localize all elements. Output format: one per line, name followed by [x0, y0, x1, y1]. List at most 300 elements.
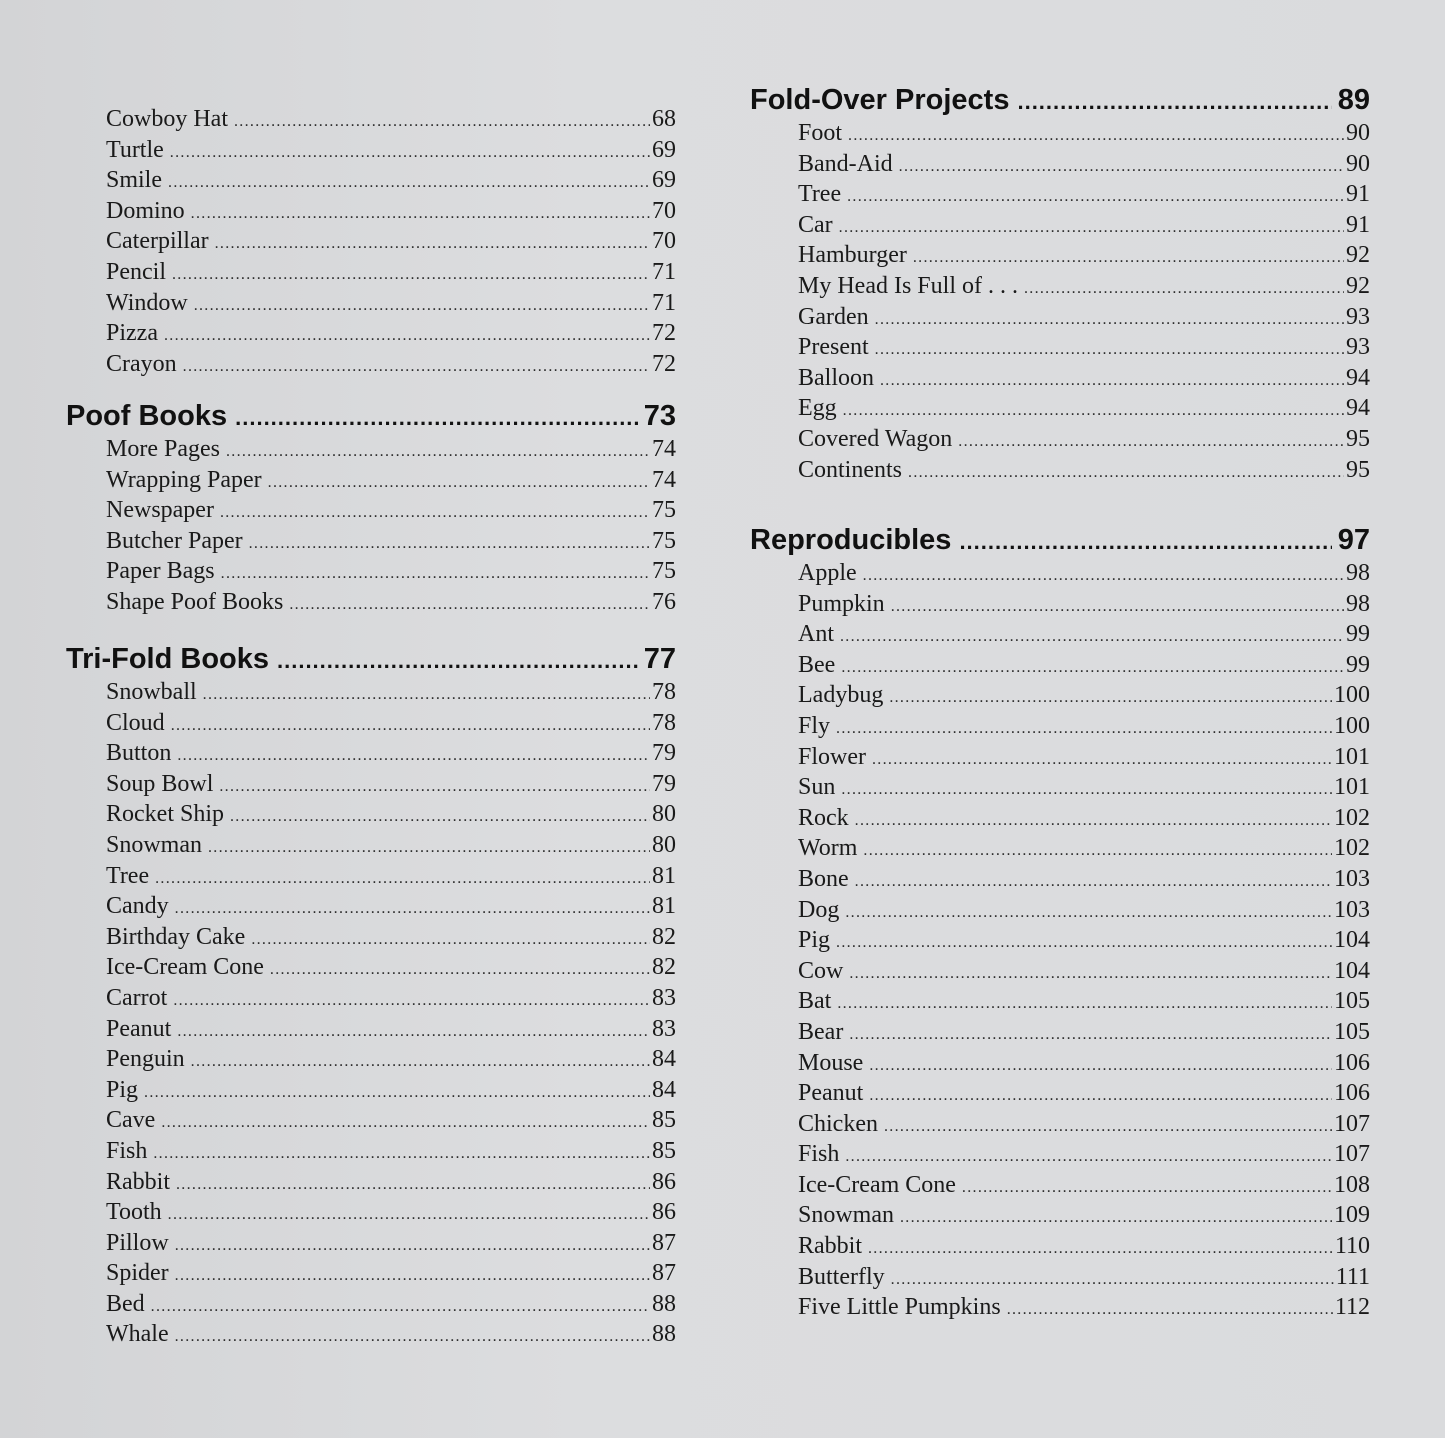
dot-leader: [959, 524, 1331, 560]
toc-entry[interactable]: [798, 1109, 1370, 1140]
section-heading[interactable]: [750, 82, 1370, 118]
dot-leader: [841, 653, 1344, 684]
dot-leader: [869, 1051, 1332, 1082]
toc-entry[interactable]: [106, 708, 676, 739]
entry-page-number: 110: [1334, 1233, 1370, 1260]
toc-entry[interactable]: [798, 742, 1370, 773]
section-entries: [66, 434, 676, 618]
entry-title: Pizza: [106, 320, 158, 347]
dot-leader: [872, 745, 1332, 776]
entry-page-number: 81: [652, 893, 676, 920]
dot-leader: [175, 1322, 650, 1353]
entry-title: Pillow: [106, 1229, 169, 1256]
entry-page-number: 72: [652, 320, 676, 347]
entry-title: Penguin: [106, 1046, 185, 1073]
entry-title: Fish: [106, 1137, 148, 1164]
dot-leader: [194, 291, 650, 322]
toc-entry[interactable]: [106, 1289, 676, 1320]
entry-page-number: 104: [1334, 957, 1370, 984]
entry-page-number: 84: [652, 1046, 676, 1073]
dot-leader: [177, 1017, 650, 1048]
dot-leader: [837, 989, 1332, 1020]
toc-entry[interactable]: [798, 1292, 1370, 1323]
dot-leader: [891, 592, 1344, 623]
entry-title: Pencil: [106, 258, 166, 285]
toc-section-fold-over-projects: [750, 82, 1370, 485]
dot-leader: [900, 1203, 1332, 1234]
dot-leader: [889, 683, 1332, 714]
toc-entry[interactable]: [106, 434, 676, 465]
toc-entry[interactable]: [798, 619, 1370, 650]
dot-leader: [176, 1170, 650, 1201]
entry-page-number: 108: [1334, 1171, 1370, 1198]
entry-page-number: 94: [1346, 395, 1370, 422]
dot-leader: [289, 590, 650, 621]
entry-page-number: 98: [1346, 590, 1370, 617]
entry-title: Snowman: [106, 831, 202, 858]
entry-title: Ladybug: [798, 682, 884, 709]
toc-entry[interactable]: [798, 558, 1370, 589]
entry-title: Mouse: [798, 1049, 864, 1076]
dot-leader: [221, 559, 650, 590]
entry-page-number: 109: [1334, 1202, 1370, 1229]
dot-leader: [175, 1231, 650, 1262]
dot-leader: [175, 894, 650, 925]
dot-leader: [1024, 274, 1344, 305]
toc-entry[interactable]: [798, 803, 1370, 834]
entry-page-number: 103: [1334, 865, 1370, 892]
entry-title: Candy: [106, 893, 169, 920]
entry-page-number: 87: [652, 1260, 676, 1287]
toc-entry[interactable]: [106, 1258, 676, 1289]
dot-leader: [855, 867, 1332, 898]
section-heading[interactable]: [66, 641, 676, 677]
toc-entry[interactable]: [798, 589, 1370, 620]
toc-entry[interactable]: [106, 983, 676, 1014]
dot-leader: [958, 427, 1344, 458]
entry-title: Rabbit: [798, 1233, 862, 1260]
toc-entry[interactable]: [106, 769, 676, 800]
toc-entry[interactable]: [798, 1200, 1370, 1231]
dot-leader: [251, 925, 650, 956]
toc-entry[interactable]: [106, 196, 676, 227]
dot-leader: [843, 396, 1344, 427]
dot-leader: [234, 107, 650, 138]
toc-entry[interactable]: [798, 1017, 1370, 1048]
toc-continued-entries: [66, 104, 676, 379]
entry-title: Newspaper: [106, 497, 214, 524]
dot-leader: [164, 321, 650, 352]
entry-page-number: 90: [1346, 120, 1370, 146]
entry-page-number: 85: [652, 1107, 676, 1134]
entry-title: Pumpkin: [798, 590, 885, 617]
dot-leader: [855, 806, 1332, 837]
entry-title: Egg: [798, 395, 837, 422]
entry-page-number: 70: [652, 197, 676, 224]
entry-page-number: 90: [1346, 150, 1370, 177]
entry-title: Chicken: [798, 1110, 878, 1137]
entry-title: Cow: [798, 957, 844, 984]
dot-leader: [215, 229, 650, 260]
dot-leader: [875, 305, 1344, 336]
toc-entry[interactable]: [798, 424, 1370, 455]
toc-entry[interactable]: [798, 363, 1370, 394]
dot-leader: [848, 121, 1344, 152]
toc-entry[interactable]: [106, 738, 676, 769]
dot-leader: [849, 1020, 1332, 1051]
entry-page-number: 105: [1334, 988, 1370, 1015]
entry-page-number: 106: [1334, 1049, 1370, 1076]
toc-entry[interactable]: [798, 650, 1370, 681]
toc-entry[interactable]: [798, 332, 1370, 363]
entry-page-number: 107: [1334, 1141, 1370, 1168]
toc-entry[interactable]: [798, 711, 1370, 742]
entry-title: Bat: [798, 988, 832, 1015]
entry-page-number: 85: [652, 1137, 676, 1164]
toc-entry[interactable]: [798, 895, 1370, 926]
toc-entry[interactable]: [106, 861, 676, 892]
entry-title: Covered Wagon: [798, 425, 953, 452]
entry-title: Turtle: [106, 136, 164, 163]
dot-leader: [203, 680, 650, 711]
entry-title: Balloon: [798, 364, 874, 391]
dot-leader: [151, 1292, 650, 1323]
dot-leader: [875, 335, 1344, 366]
toc-entry[interactable]: [106, 1044, 676, 1075]
toc-entry[interactable]: [798, 1078, 1370, 1109]
toc-entry[interactable]: [106, 799, 676, 830]
dot-leader: [183, 352, 650, 383]
entry-title: My Head Is Full of . . .: [798, 272, 1018, 299]
dot-leader: [845, 1142, 1332, 1173]
section-entries: [66, 677, 676, 1350]
entry-page-number: 71: [652, 258, 676, 285]
section-entries: [750, 558, 1370, 1323]
entry-page-number: 107: [1334, 1110, 1370, 1137]
toc-entry[interactable]: [798, 1048, 1370, 1079]
entry-page-number: 86: [652, 1199, 676, 1226]
entry-title: Bed: [106, 1290, 145, 1317]
section-entries: [750, 118, 1370, 485]
entry-title: Fly: [798, 712, 831, 739]
dot-leader: [191, 199, 650, 230]
dot-leader: [1007, 1295, 1333, 1326]
entry-page-number: 80: [652, 831, 676, 858]
toc-entry[interactable]: [106, 1014, 676, 1045]
dot-leader: [155, 864, 650, 895]
entry-page-number: 80: [652, 801, 676, 828]
toc-entry[interactable]: [106, 257, 676, 288]
dot-leader: [863, 561, 1344, 592]
dot-leader: [171, 711, 650, 742]
toc-entry[interactable]: [798, 118, 1370, 149]
entry-title: Fish: [798, 1141, 840, 1168]
dot-leader: [168, 1200, 650, 1231]
toc-section-tri-fold-books: [66, 641, 676, 1350]
entry-page-number: 101: [1334, 743, 1370, 770]
entry-page-number: 102: [1334, 804, 1370, 831]
entry-page-number: 98: [1346, 560, 1370, 586]
entry-page-number: 75: [652, 497, 676, 524]
dot-leader: [845, 898, 1332, 929]
dot-leader: [1017, 84, 1331, 120]
entry-page-number: 91: [1346, 181, 1370, 208]
toc-entry[interactable]: [798, 210, 1370, 241]
toc-entry[interactable]: [798, 680, 1370, 711]
dot-leader: [249, 529, 650, 560]
entry-title: Peanut: [798, 1080, 864, 1107]
toc-entry[interactable]: [798, 864, 1370, 895]
entry-title: Bee: [798, 651, 836, 678]
entry-page-number: 100: [1334, 682, 1370, 709]
entry-title: Ice-Cream Cone: [106, 954, 264, 981]
dot-leader: [153, 1139, 650, 1170]
entry-title: Cave: [106, 1107, 156, 1134]
dot-leader: [891, 1265, 1334, 1296]
toc-entry[interactable]: [106, 1105, 676, 1136]
dot-leader: [168, 168, 650, 199]
toc-entry[interactable]: [798, 1139, 1370, 1170]
entry-page-number: 68: [652, 106, 676, 132]
entry-title: Dog: [798, 896, 840, 923]
dot-leader: [880, 366, 1344, 397]
dot-leader: [836, 714, 1332, 745]
entry-page-number: 79: [652, 740, 676, 767]
dot-leader: [847, 182, 1344, 213]
toc-entry[interactable]: [106, 922, 676, 953]
entry-title: Car: [798, 211, 833, 238]
entry-page-number: 91: [1346, 211, 1370, 238]
entry-page-number: 92: [1346, 272, 1370, 299]
entry-page-number: 87: [652, 1229, 676, 1256]
entry-title: Window: [106, 289, 188, 316]
entry-title: Pig: [798, 927, 831, 954]
entry-page-number: 102: [1334, 835, 1370, 862]
toc-entry[interactable]: [106, 495, 676, 526]
entry-title: Snowball: [106, 679, 197, 705]
toc-entry[interactable]: [798, 271, 1370, 302]
entry-page-number: 78: [652, 709, 676, 736]
dot-leader: [913, 243, 1344, 274]
section-page-number: 73: [643, 400, 676, 432]
entry-page-number: 75: [652, 527, 676, 554]
toc-entry[interactable]: [106, 526, 676, 557]
entry-page-number: 103: [1334, 896, 1370, 923]
entry-title: Caterpillar: [106, 228, 209, 255]
toc-entry[interactable]: [798, 772, 1370, 803]
entry-title: Shape Poof Books: [106, 588, 284, 615]
entry-page-number: 93: [1346, 303, 1370, 330]
dot-leader: [170, 138, 650, 169]
entry-page-number: 75: [652, 558, 676, 585]
dot-leader: [175, 1261, 650, 1292]
dot-leader: [191, 1047, 650, 1078]
dot-leader: [177, 741, 650, 772]
dot-leader: [220, 498, 650, 529]
entry-title: Birthday Cake: [106, 923, 246, 950]
entry-page-number: 83: [652, 984, 676, 1011]
entry-page-number: 71: [652, 289, 676, 316]
toc-entry[interactable]: [106, 288, 676, 319]
toc-entry[interactable]: [798, 149, 1370, 180]
dot-leader: [849, 959, 1332, 990]
toc-section-reproducibles: [750, 522, 1370, 1323]
entry-page-number: 82: [652, 954, 676, 981]
toc-entry[interactable]: [106, 1075, 676, 1106]
entry-page-number: 86: [652, 1168, 676, 1195]
entry-title: Sun: [798, 774, 836, 801]
entry-page-number: 72: [652, 350, 676, 377]
entry-page-number: 93: [1346, 334, 1370, 361]
toc-entry[interactable]: [798, 956, 1370, 987]
toc-entry[interactable]: [106, 349, 676, 380]
section-title: Poof Books: [66, 400, 228, 432]
entry-title: Foot: [798, 120, 843, 146]
entry-page-number: 111: [1335, 1263, 1370, 1290]
dot-leader: [839, 213, 1344, 244]
dot-leader: [908, 458, 1344, 489]
entry-page-number: 83: [652, 1015, 676, 1042]
entry-title: Flower: [798, 743, 866, 770]
entry-title: Rocket Ship: [106, 801, 224, 828]
toc-entry[interactable]: [106, 556, 676, 587]
entry-title: Rabbit: [106, 1168, 170, 1195]
dot-leader: [226, 437, 650, 468]
toc-entry[interactable]: [106, 830, 676, 861]
entry-title: Ant: [798, 621, 834, 648]
entry-page-number: 95: [1346, 425, 1370, 452]
dot-leader: [230, 802, 650, 833]
entry-page-number: 99: [1346, 621, 1370, 648]
toc-entry[interactable]: [106, 1319, 676, 1350]
toc-entry[interactable]: [106, 952, 676, 983]
entry-title: Carrot: [106, 984, 168, 1011]
toc-entry[interactable]: [798, 302, 1370, 333]
entry-page-number: 104: [1334, 927, 1370, 954]
toc-entry[interactable]: [106, 1197, 676, 1228]
entry-title: Ice-Cream Cone: [798, 1171, 956, 1198]
dot-leader: [144, 1078, 650, 1109]
entry-page-number: 70: [652, 228, 676, 255]
toc-entry[interactable]: [106, 165, 676, 196]
dot-leader: [962, 1173, 1332, 1204]
dot-leader: [863, 836, 1332, 867]
dot-leader: [869, 1081, 1332, 1112]
entry-title: Rock: [798, 804, 849, 831]
entry-page-number: 82: [652, 923, 676, 950]
entry-page-number: 92: [1346, 242, 1370, 269]
toc-entry[interactable]: [106, 1136, 676, 1167]
dot-leader: [868, 1234, 1333, 1265]
entry-page-number: 100: [1334, 712, 1370, 739]
toc-entry[interactable]: [106, 318, 676, 349]
entry-page-number: 88: [652, 1290, 676, 1317]
entry-title: Button: [106, 740, 172, 767]
entry-title: Apple: [798, 560, 857, 586]
toc-entry[interactable]: [798, 986, 1370, 1017]
entry-title: Whale: [106, 1321, 169, 1348]
entry-title: Pig: [106, 1076, 139, 1103]
section-page-number: 97: [1337, 524, 1370, 556]
entry-page-number: 79: [652, 770, 676, 797]
section-title: Fold-Over Projects: [750, 84, 1010, 116]
section-page-number: 77: [643, 643, 676, 675]
toc-entry[interactable]: [106, 1167, 676, 1198]
toc-entry[interactable]: [798, 393, 1370, 424]
entry-page-number: 69: [652, 136, 676, 163]
entry-page-number: 88: [652, 1321, 676, 1348]
dot-leader: [277, 643, 638, 679]
entry-title: Tree: [798, 181, 842, 208]
toc-entry[interactable]: [106, 677, 676, 708]
entry-page-number: 112: [1334, 1294, 1370, 1321]
entry-page-number: 94: [1346, 364, 1370, 391]
entry-title: Soup Bowl: [106, 770, 214, 797]
toc-entry[interactable]: [798, 240, 1370, 271]
entry-page-number: 101: [1334, 774, 1370, 801]
toc-entry[interactable]: [798, 1170, 1370, 1201]
toc-entry[interactable]: [106, 104, 676, 135]
entry-title: Bone: [798, 865, 849, 892]
entry-page-number: 74: [652, 466, 676, 493]
entry-title: Butcher Paper: [106, 527, 243, 554]
section-heading[interactable]: [750, 522, 1370, 558]
toc-entry[interactable]: [106, 135, 676, 166]
entry-title: Garden: [798, 303, 869, 330]
entry-page-number: 69: [652, 167, 676, 194]
entry-page-number: 99: [1346, 651, 1370, 678]
entry-title: Peanut: [106, 1015, 172, 1042]
entry-page-number: 78: [652, 679, 676, 705]
toc-entry[interactable]: [798, 1262, 1370, 1293]
entry-title: Band-Aid: [798, 150, 893, 177]
dot-leader: [840, 622, 1344, 653]
entry-title: Domino: [106, 197, 185, 224]
entry-title: Cowboy Hat: [106, 106, 228, 132]
toc-entry[interactable]: [798, 833, 1370, 864]
entry-title: Five Little Pumpkins: [798, 1294, 1001, 1321]
dot-leader: [270, 955, 650, 986]
section-title: Tri-Fold Books: [66, 643, 269, 675]
entry-title: Cloud: [106, 709, 165, 736]
entry-page-number: 74: [652, 436, 676, 462]
entry-title: Spider: [106, 1260, 169, 1287]
entry-page-number: 95: [1346, 456, 1370, 483]
entry-page-number: 84: [652, 1076, 676, 1103]
section-page-number: 89: [1337, 84, 1370, 116]
entry-page-number: 76: [652, 588, 676, 615]
toc-entry[interactable]: [106, 226, 676, 257]
toc-entry[interactable]: [106, 891, 676, 922]
toc-entry[interactable]: [106, 1228, 676, 1259]
entry-page-number: 105: [1334, 1018, 1370, 1045]
toc-entry[interactable]: [798, 925, 1370, 956]
section-heading[interactable]: [66, 398, 676, 434]
toc-entry[interactable]: [106, 465, 676, 496]
entry-title: Crayon: [106, 350, 177, 377]
entry-page-number: 106: [1334, 1080, 1370, 1107]
toc-entry[interactable]: [106, 587, 676, 618]
dot-leader: [161, 1108, 650, 1139]
entry-title: Smile: [106, 167, 163, 194]
toc-entry[interactable]: [798, 455, 1370, 486]
toc-entry[interactable]: [798, 1231, 1370, 1262]
dot-leader: [268, 468, 650, 499]
dot-leader: [173, 986, 650, 1017]
dot-leader: [841, 775, 1332, 806]
dot-leader: [899, 152, 1344, 183]
toc-entry[interactable]: [798, 179, 1370, 210]
